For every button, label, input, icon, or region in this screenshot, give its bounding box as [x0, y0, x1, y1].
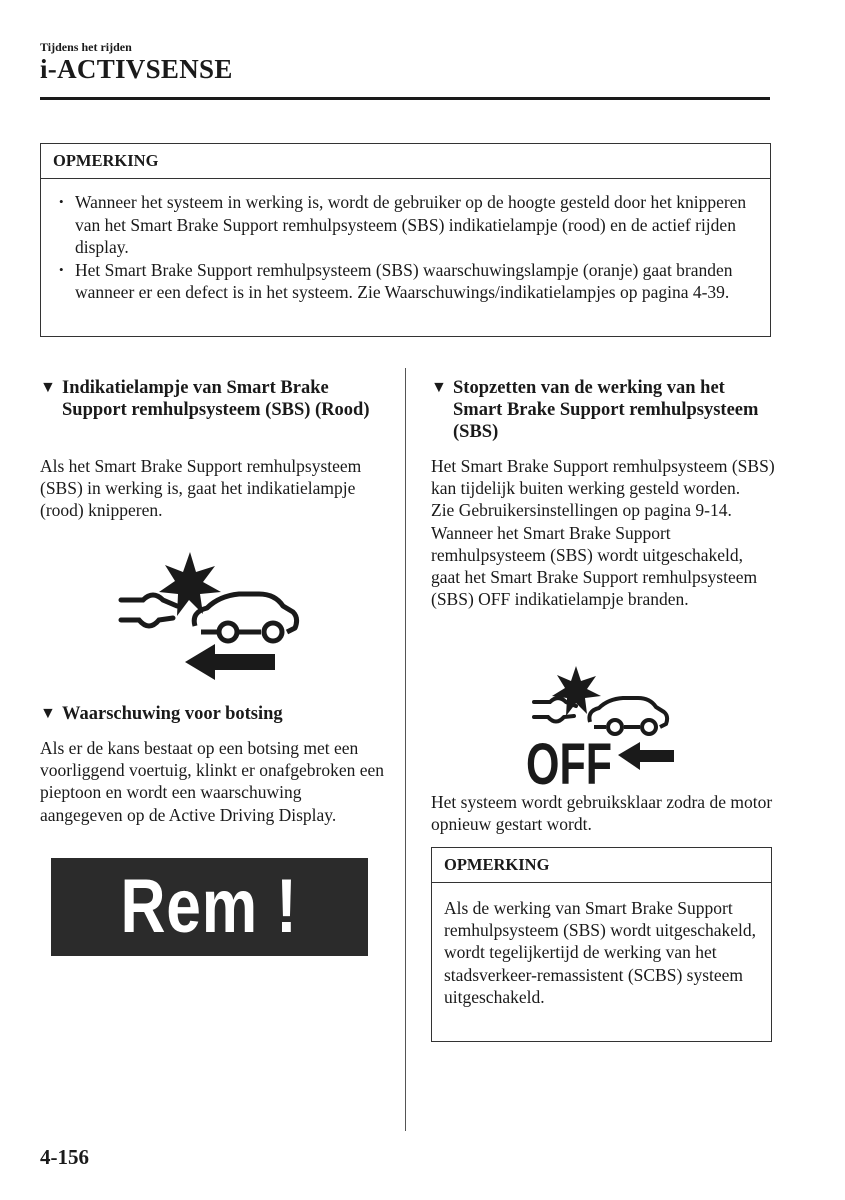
- section-heading-collision: ▼ Waarschuwing voor botsing: [40, 704, 283, 724]
- section-body-indicator: Als het Smart Brake Support remhulpsysteem (SBS) in werking is, gaat het indikatielampje (rood) knipperen.: [40, 456, 362, 521]
- note-heading: OPMERKING: [432, 848, 771, 883]
- rem-warning-display: [51, 858, 368, 956]
- section-heading-indicator: ▼ Indikatielampje van Smart Brake Support remhulpsysteem (SBS) (Rood): [40, 378, 370, 420]
- note-box-right: [431, 847, 772, 1042]
- running-header: Tijdens het rijden: [40, 40, 132, 54]
- section-body-collision: Als er de kans bestaat op een botsing met een voorliggend voertuig, klinkt er onafgebroken een pieptoon en wordt een waarschuwing aangegeven op de Active Driving Display.: [40, 738, 385, 825]
- triangle-marker-icon: ▼: [431, 379, 447, 396]
- rem-warning-text: Rem !: [120, 864, 299, 949]
- note-list: [41, 179, 770, 304]
- page-title: i-ACTIVSENSE: [40, 54, 233, 84]
- title-divider: [40, 97, 770, 100]
- page-number: 4-156: [40, 1145, 89, 1169]
- triangle-marker-icon: ▼: [40, 705, 56, 722]
- note-item: • Het Smart Brake Support remhulpsysteem (SBS) waarschuwingslampje (oranje) gaat branden wanneer er een defect is in het systeem. Zie Waarschuwings/indikatielampjes op pagina 4-39.: [57, 259, 752, 304]
- paragraph: Wanneer het Smart Brake Support remhulpsysteem (SBS) wordt uitgeschakeld, gaat het Smart Brake Support remhulpsysteem (SBS) OFF indikatielampje branden.: [431, 522, 758, 610]
- sbs-off-indicator-icon: [526, 662, 681, 792]
- section-heading-deactivate: ▼ Stopzetten van de werking van het Smart Brake Support remhulpsysteem (SBS): [431, 378, 759, 442]
- section-body-restart: Het systeem wordt gebruiksklaar zodra de motor opnieuw gestart wordt.: [431, 792, 773, 835]
- note-body: Als de werking van Smart Brake Support remhulpsysteem (SBS) wordt uitgeschakeld, wordt tegelijkertijd de werking van het stadsverkeer-remassistent (SCBS) systeem uitgeschakeld.: [444, 898, 757, 1007]
- column-divider: [405, 368, 406, 1131]
- note-box-top: [40, 143, 771, 337]
- note-item: • Wanneer het systeem in werking is, wordt de gebruiker op de hoogte gesteld door het knipperen van het Smart Brake Support remhulpsysteem (SBS) indikatielampje (rood) en de actief rijden display.: [57, 191, 752, 259]
- note-heading: OPMERKING: [41, 144, 770, 179]
- off-label: OFF: [526, 732, 612, 792]
- triangle-marker-icon: ▼: [40, 379, 56, 396]
- sbs-indicator-icon: [115, 548, 310, 688]
- section-body-deactivate: [431, 455, 776, 610]
- paragraph: Zie Gebruikersinstellingen op pagina 9-14.: [431, 500, 732, 521]
- paragraph: Het Smart Brake Support remhulpsysteem (SBS) kan tijdelijk buiten werking gesteld worden.: [431, 456, 775, 499]
